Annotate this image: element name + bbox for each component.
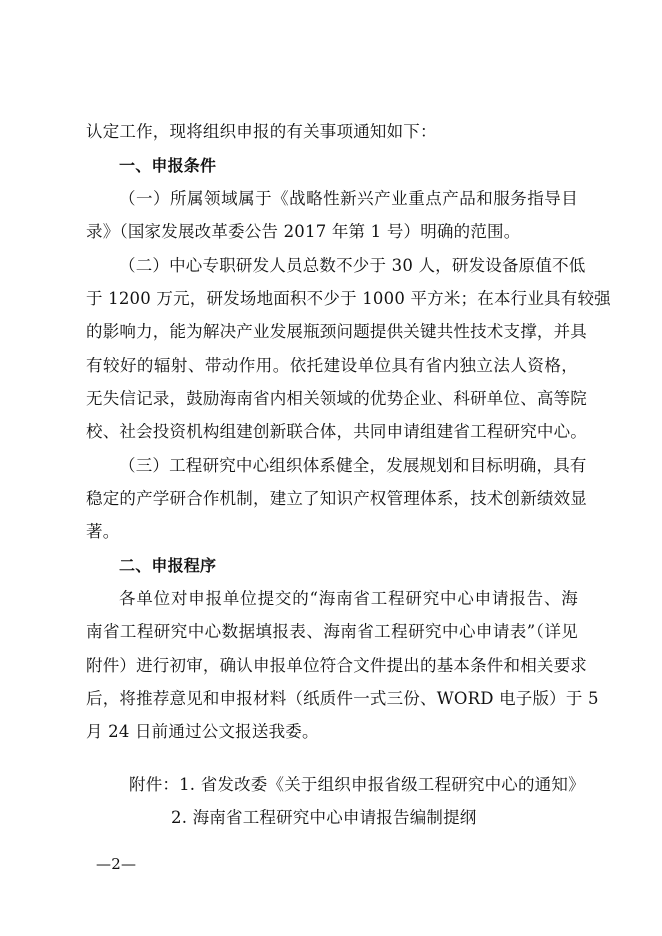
section-heading-requirements: 一、申报条件 <box>119 156 217 175</box>
page-number: —2— <box>96 855 137 873</box>
attachment-line-2: 2. 海南省工程研究中心申请报告编制提纲 <box>171 808 477 827</box>
paragraph-line: 月 24 日前通过公文报送我委。 <box>86 722 319 741</box>
paragraph-line: 校、社会投资机构组建创新联合体，共同申请组建省工程研究中心。 <box>86 422 587 441</box>
intro-line: 认定工作，现将组织申报的有关事项通知如下： <box>86 122 437 141</box>
paragraph-line: 附件）进行初审，确认申报单位符合文件提出的基本条件和相关要求 <box>86 656 587 675</box>
paragraph-line: （二）中心专职研发人员总数不少于 30 人，研发设备原值不低 <box>119 256 586 275</box>
paragraph-line: 无失信记录，鼓励海南省内相关领域的优势企业、科研单位、高等院 <box>86 389 587 408</box>
paragraph-line: 各单位对申报单位提交的“海南省工程研究中心申请报告、海 <box>119 589 578 608</box>
attachment-line-1: 附件：1. 省发改委《关于组织申报省级工程研究中心的通知》 <box>129 775 585 794</box>
paragraph-line: 于 1200 万元，研发场地面积不少于 1000 平方米；在本行业具有较强 <box>86 289 611 308</box>
paragraph-line: 后，将推荐意见和申报材料（纸质件一式三份、WORD 电子版）于 5 <box>86 689 599 708</box>
paragraph-line: （三）工程研究中心组织体系健全，发展规划和目标明确，具有 <box>119 456 587 475</box>
paragraph-line: 有较好的辐射、带动作用。依托建设单位具有省内独立法人资格， <box>86 356 578 375</box>
paragraph-line: 南省工程研究中心数据填报表、海南省工程研究中心申请表”（详见 <box>86 622 578 641</box>
paragraph-line: 录》（国家发展改革委公告 2017 年第 1 号）明确的范围。 <box>86 222 521 241</box>
section-heading-procedure: 二、申报程序 <box>119 556 217 575</box>
paragraph-line: （一）所属领域属于《战略性新兴产业重点产品和服务指导目 <box>119 189 578 208</box>
paragraph-line: 的影响力，能为解决产业发展瓶颈问题提供关键共性技术支撑，并具 <box>86 322 587 341</box>
paragraph-line: 著。 <box>86 522 120 541</box>
paragraph-line: 稳定的产学研合作机制，建立了知识产权管理体系，技术创新绩效显 <box>86 489 587 508</box>
